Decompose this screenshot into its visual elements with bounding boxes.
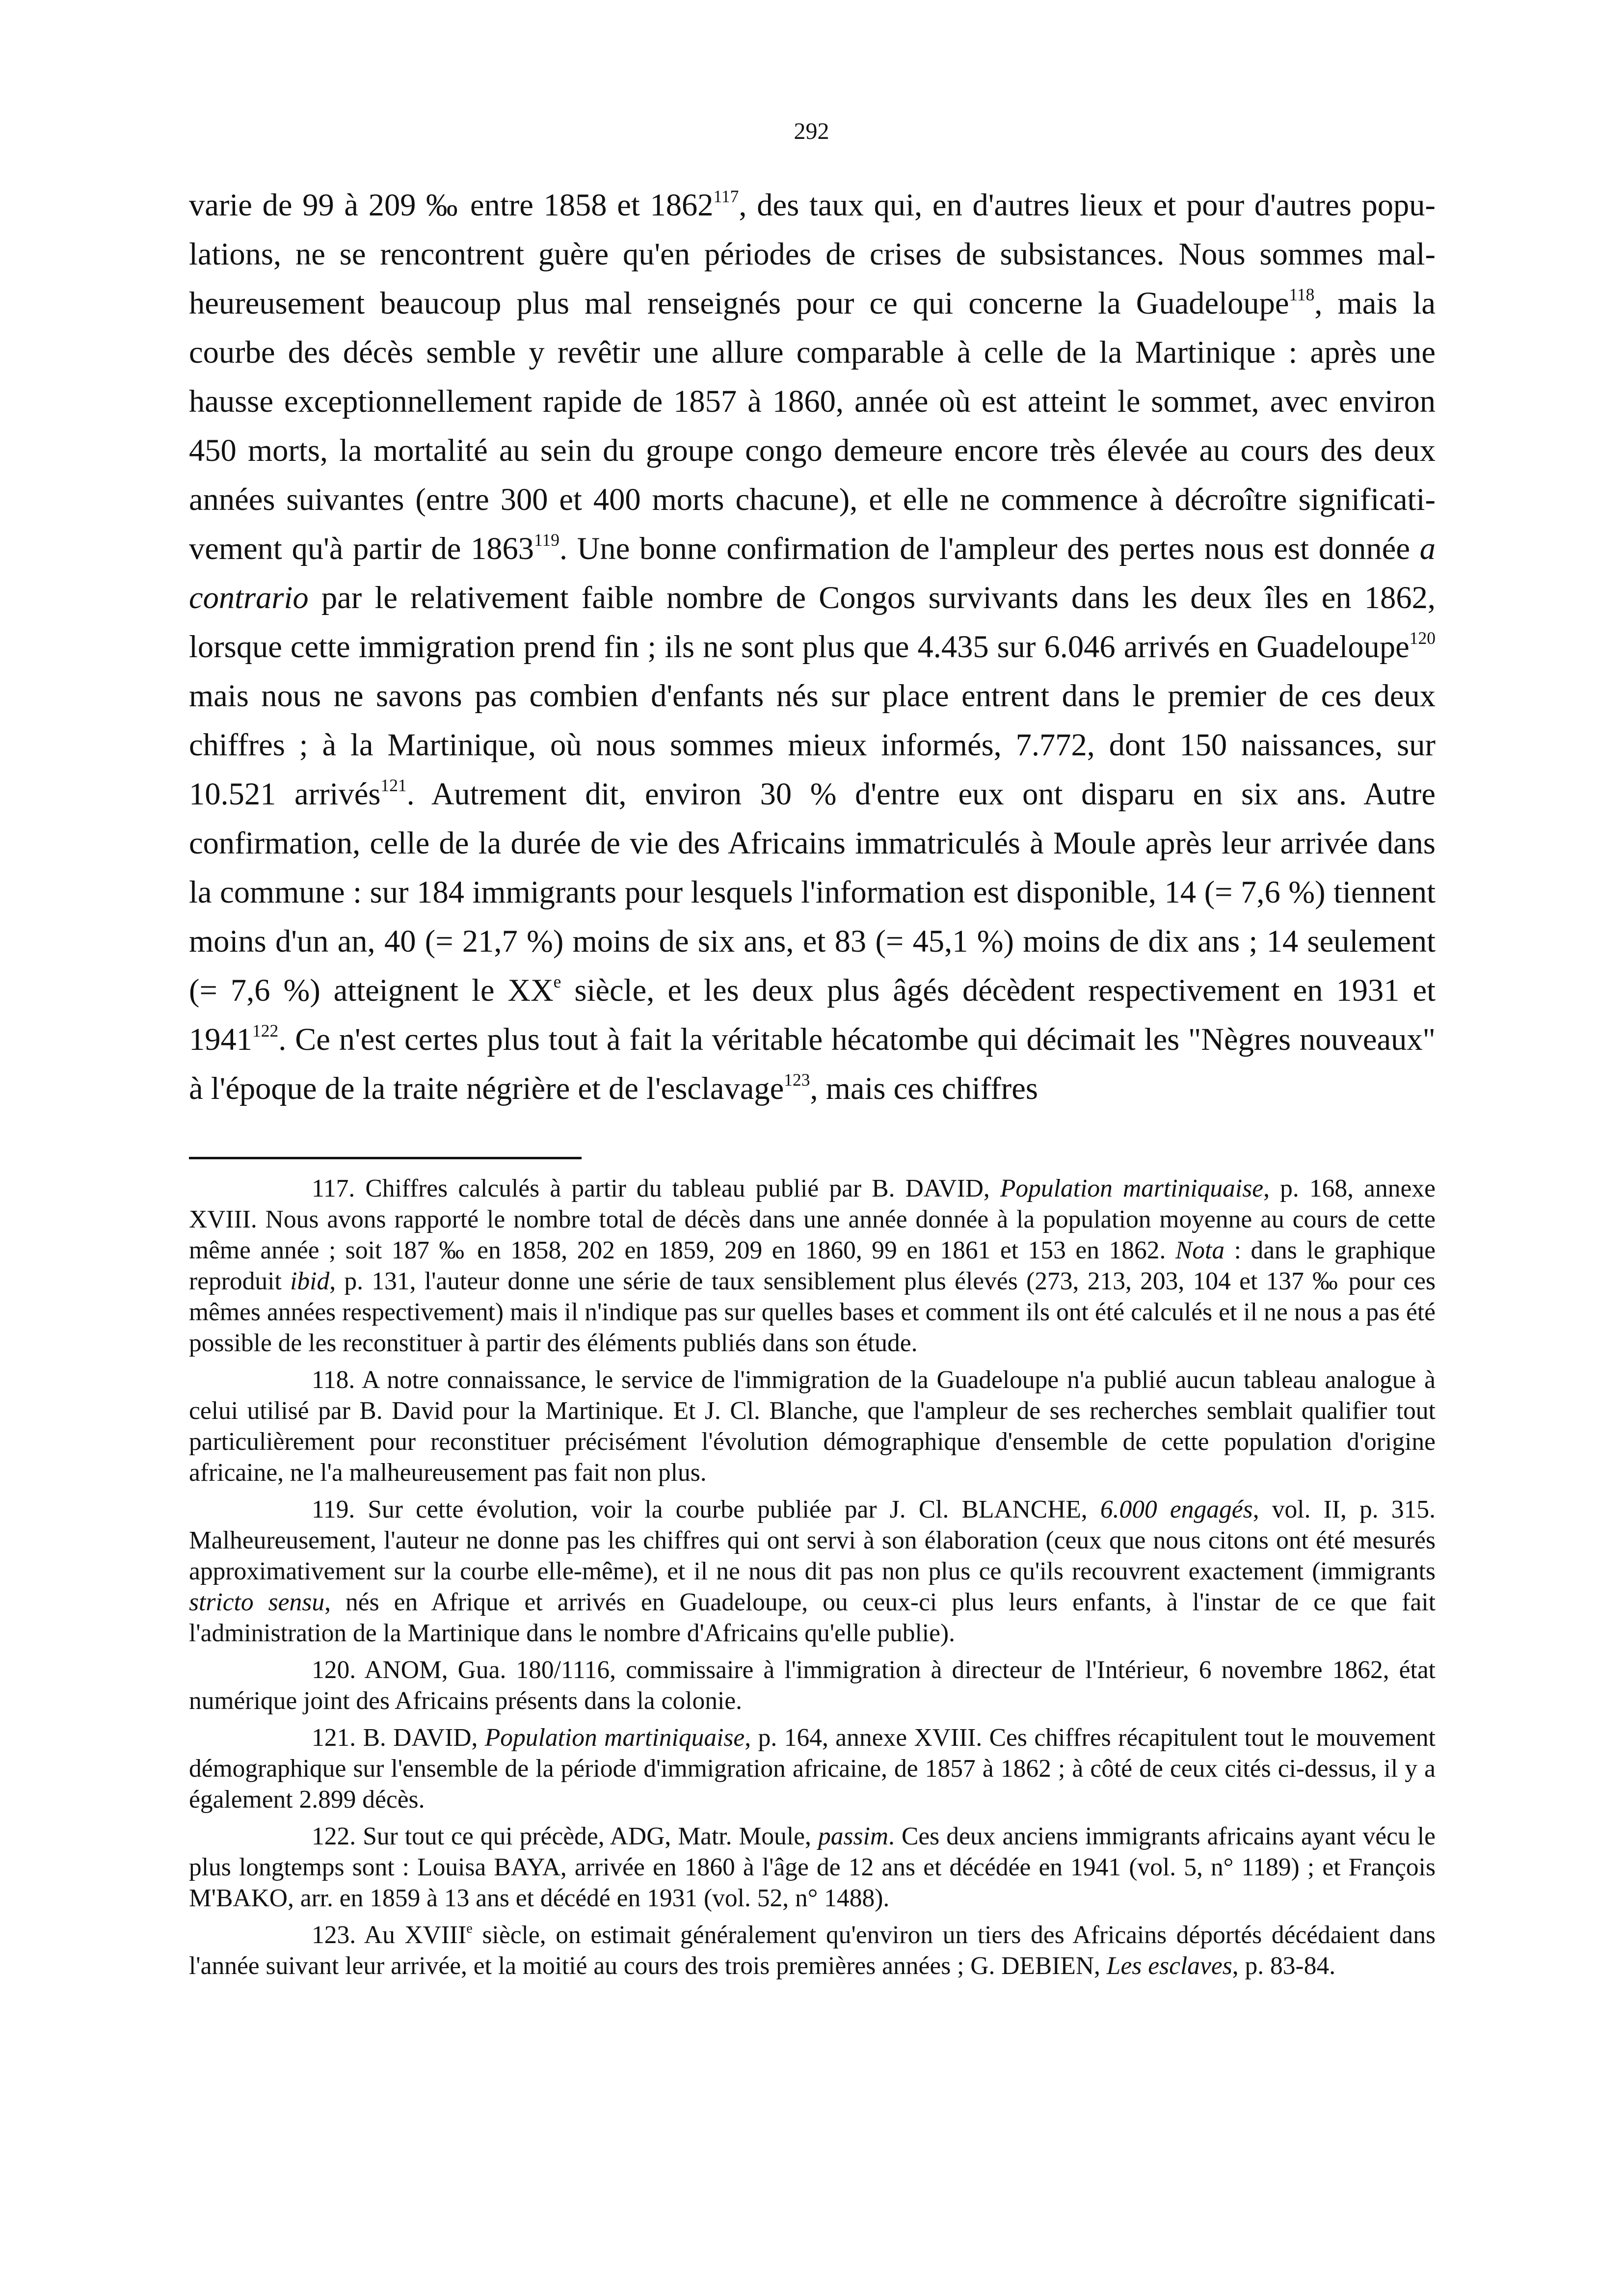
text-run: . Ce n'est certes plus tout à fait la véritable hécatombe qui décimait les "Nègres nouveaux" à l'époque de la traite négrière et de l'esclavage — [189, 1022, 1436, 1106]
text-run: 119. Sur cette évolution, voir la courbe publiée par J. Cl. BLANCHE, — [312, 1495, 1100, 1523]
footnote — [189, 1920, 1436, 1981]
italic-text: Les esclaves — [1106, 1952, 1232, 1980]
text-run: , p. 83-84. — [1232, 1952, 1336, 1980]
footnote — [189, 1821, 1436, 1914]
footnote — [189, 1722, 1436, 1815]
text-run: , vol. II, p. 315. Malheureusement, l'auteur ne donne pas les chiffres qui ont servi à son élaboration (ceux que nous citons ont été mesurés approximativement sur la courbe elle-même), et il ne nous dit pas non plus ce qu'ils recouvrent exactement (immigrants — [189, 1495, 1436, 1585]
text-run: , p. 164, annexe XVIII. Ces chiffres récapitulent tout le mouvement démographique sur l'ensemble de la période d'immigration africaine, de 1857 à 1862 ; à côté de ceux cités ci-dessus, il y a également 2.899 décès. — [189, 1724, 1436, 1814]
text-run: siècle, on estimait généralement qu'environ un tiers des Africains déportés décédaient dans l'année suivant leur arrivée, et la moitié au cours des trois premières années ; G. DEBIEN, — [189, 1921, 1436, 1980]
text-run: . Une bonne confirmation de l'ampleur des pertes nous est donnée — [559, 531, 1420, 566]
text-run: . Autrement dit, environ 30 % d'entre eux ont disparu en six ans. Autre confirmation, celle de la durée de vie des Africains immatriculés à Moule après leur arrivée dans la commune : sur 184 immigrants pour lesquels l'information est disponible, 14 (= 7,6 %) tiennent moins d'un an, 40 (= 21,7 %) moins de six ans, et 83 (= 45,1 %) moins de dix ans ; 14 seulement (= 7,6 %) atteignent le XX — [189, 776, 1436, 1008]
text-run: siècle, et les deux plus âgés décèdent respectivement en 1931 et 1941 — [189, 973, 1436, 1057]
text-run: . Ces deux anciens immigrants africains ayant vécu le plus longtemps sont : Louisa BAYA, arrivée en 1860 à l'âge de 12 ans et décédée en 1941 (vol. 5, n° 1189) ; et François M'BAKO, arr. en 1859 à 13 ans et décédé en 1931 (vol. 52, n° 1488). — [189, 1822, 1436, 1912]
italic-text: Population martiniquaise — [1000, 1175, 1264, 1202]
superscript: e — [553, 972, 561, 992]
text-run: , mais ces chiffres — [810, 1071, 1038, 1106]
superscript: e — [466, 1921, 473, 1936]
text-run: , nés en Afrique et arrivés en Guadeloupe, ou ceux-ci plus leurs enfants, à l'instar de ce que fait l'administration de la Martinique dans le nombre d'Africains qu'elle publie). — [189, 1588, 1436, 1647]
text-run: , mais la courbe des décès semble y revêtir une allure comparable à celle de la Martinique : après une hausse exceptionnellement rapide de 1857 à 1860, année où est atteint le sommet, avec environ 450 morts, la mortalité au sein du groupe congo demeure encore très élevée au cours des deux années suivantes (entre 300 et 400 morts chacune), et elle ne commence à décroître significativement qu'à partir de 1863 — [189, 286, 1436, 566]
page-number: 292 — [794, 118, 829, 144]
text-run: 117. Chiffres calculés à partir du tableau publié par B. DAVID, — [312, 1175, 1000, 1202]
italic-text: passim — [818, 1822, 889, 1850]
italic-text: Population martiniquaise — [484, 1724, 745, 1752]
footnotes — [189, 1173, 1436, 1981]
body-text — [189, 181, 1436, 1113]
italic-text: a contrario — [189, 531, 1436, 615]
text-run: , p. 168, annexe XVIII. Nous avons rapporté le nombre total de décès dans une année donnée à la population moyenne au cours de cette même année ; soit 187 ‰ en 1858, 202 en 1859, 209 en 1860, 99 en 1861 et 153 en 1862. — [189, 1175, 1436, 1264]
text-run: mais nous ne savons pas combien d'enfants nés sur place entrent dans le premier de ces deux chiffres ; à la Martinique, où nous sommes mieux informés, 7.772, dont 150 naissances, sur 10.521 arrivés — [189, 678, 1436, 811]
text-run: varie de 99 à 209 ‰ entre 1858 et 1862 — [189, 187, 714, 222]
superscript: 118 — [1289, 285, 1315, 305]
superscript: 120 — [1409, 628, 1436, 648]
italic-text: ibid — [290, 1267, 330, 1295]
text-run: 121. B. DAVID, — [312, 1724, 485, 1752]
text-run: par le relativement faible nombre de Congos survivants dans les deux îles en 1862, lorsque cette immigration prend fin ; ils ne sont plus que 4.435 sur 6.046 arrivés en Guadeloupe — [189, 580, 1436, 664]
footnote — [189, 1655, 1436, 1716]
text-run: : dans le graphique reproduit — [189, 1236, 1436, 1295]
body-paragraph — [189, 181, 1436, 1113]
text-run: 120. ANOM, Gua. 180/1116, commissaire à l'immigration à directeur de l'Intérieur, 6 novembre 1862, état numérique joint des Africains présents dans la colonie. — [189, 1656, 1436, 1715]
text-run: , p. 131, l'auteur donne une série de taux sensiblement plus élevés (273, 213, 203, 104 et 137 ‰ pour ces mêmes années respectivement) mais il n'indique pas sur quelles bases et comment ils ont été calculés et il ne nous a pas été possible de les reconstituer à partir des éléments publiés dans son étude. — [189, 1267, 1436, 1357]
superscript: 117 — [713, 187, 739, 207]
superscript: 119 — [534, 530, 559, 550]
text-run: 118. A notre connaissance, le service de l'immigration de la Guadeloupe n'a publié aucun tableau analogue à celui utilisé par B. David pour la Martinique. Et J. Cl. Blanche, que l'ampleur de ses recherches semblait qualifier tout particulièrement pour reconstituer précisément l'évolution démographique d'ensemble de cette population d'origine africaine, ne l'a malheureusement pas fait non plus. — [189, 1366, 1436, 1487]
text-run: 122. Sur tout ce qui précède, ADG, Matr. Moule, — [312, 1822, 818, 1850]
italic-text: stricto sensu — [189, 1588, 325, 1616]
superscript: 123 — [784, 1070, 810, 1090]
superscript: 121 — [380, 775, 407, 796]
footnote — [189, 1364, 1436, 1488]
italic-text: 6.000 engagés — [1100, 1495, 1253, 1523]
footnote — [189, 1494, 1436, 1649]
text-run: , des taux qui, en d'autres lieux et pour d'autres populations, ne se rencontrent guère qu'en périodes de crises de subsistances. Nous sommes malheureusement beaucoup plus mal renseignés pour ce qui concerne la Guadeloupe — [189, 187, 1436, 320]
italic-text: Nota — [1175, 1236, 1225, 1264]
footnote — [189, 1173, 1436, 1359]
footnote-separator — [189, 1157, 582, 1159]
text-run: 123. Au XVIII — [312, 1921, 467, 1949]
superscript: 122 — [252, 1021, 279, 1041]
